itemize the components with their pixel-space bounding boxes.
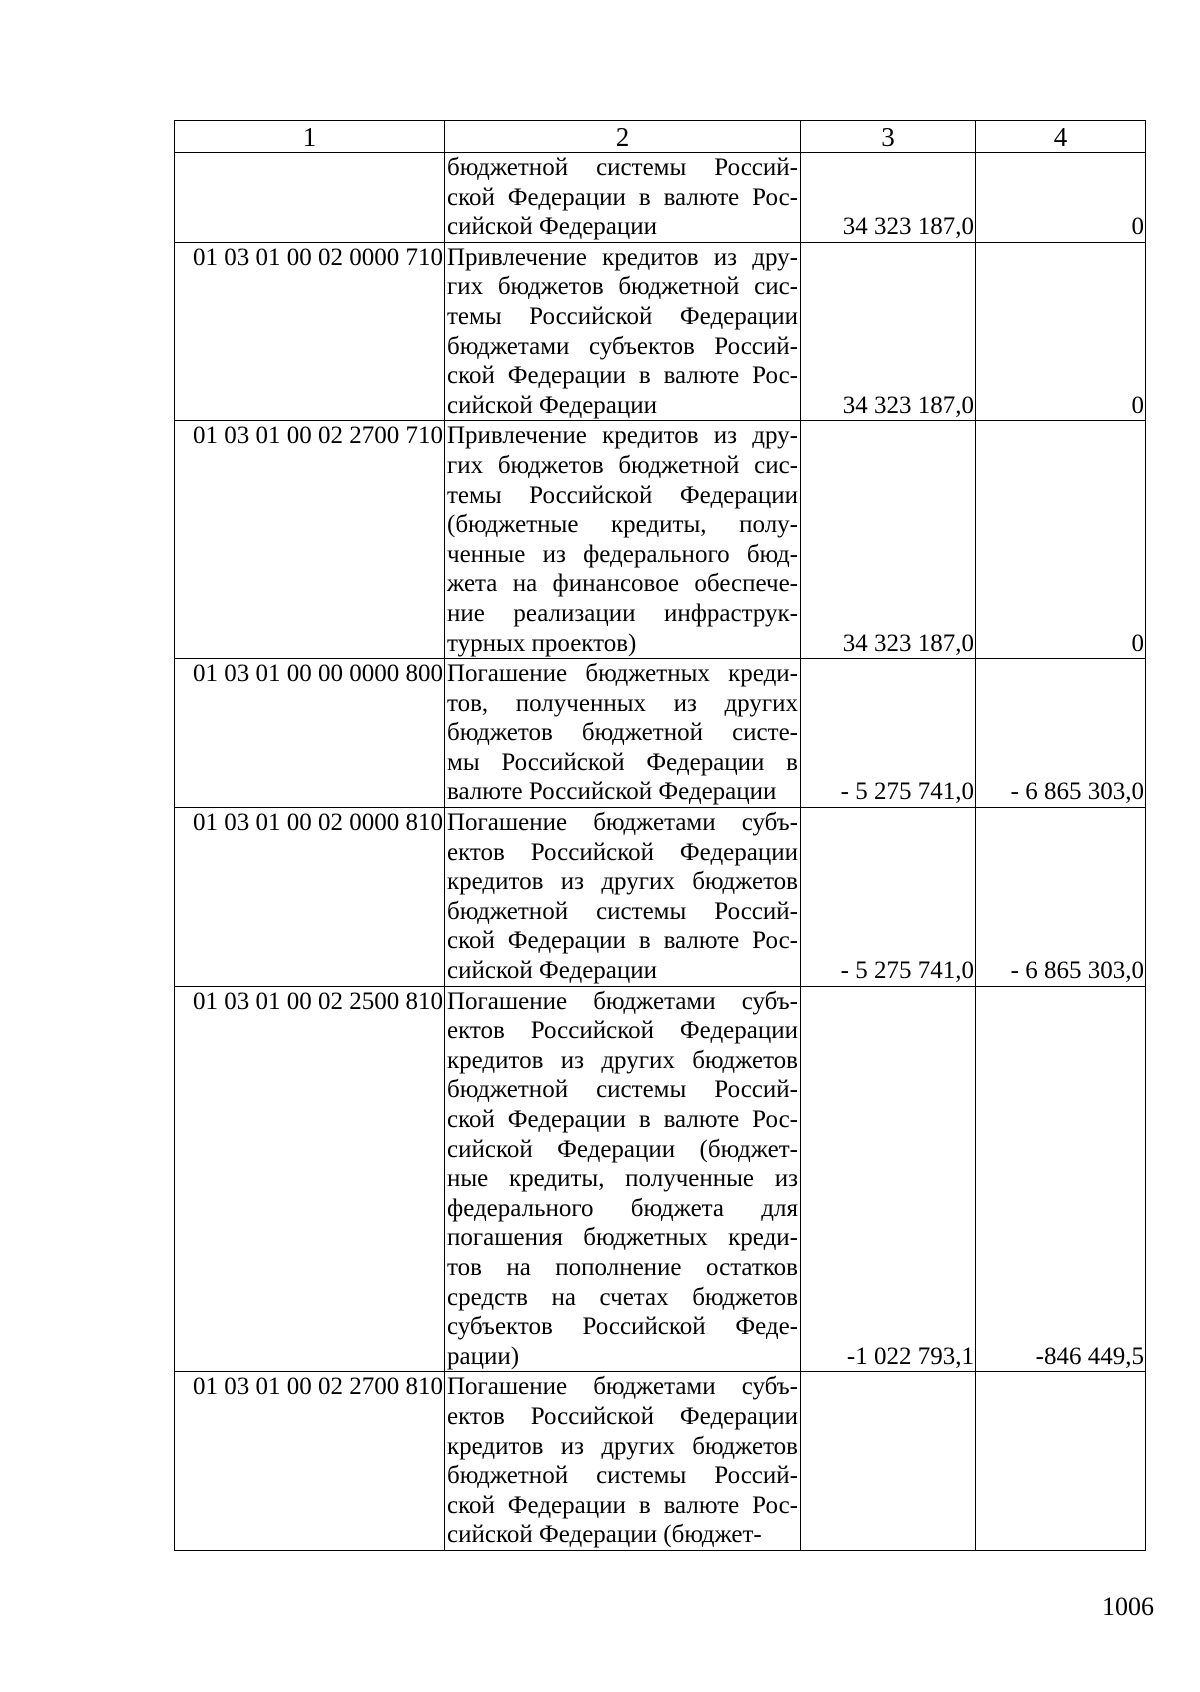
description-line: ние реализации инфраструк-	[447, 599, 798, 627]
description-line: ектов Российской Федерации	[447, 1017, 798, 1045]
budget-code-cell: 01 03 01 00 02 0000 810	[175, 808, 445, 987]
amount-value: 0	[1131, 629, 1144, 657]
description-line: ской Федерации в валюте Рос-	[447, 1491, 798, 1519]
description-line: жета на финансовое обеспече-	[447, 570, 798, 598]
amount-value: 0	[1131, 213, 1144, 241]
table-row	[175, 659, 1146, 808]
description-line: бюджетами субъектов Россий-	[447, 332, 798, 360]
description-line: ской Федерации в валюте Рос-	[447, 927, 798, 955]
description-line: бюджетной системы Россий-	[447, 154, 798, 181]
amount-cell-col3	[801, 808, 976, 987]
budget-code-cell: 01 03 01 00 02 2700 710	[175, 421, 445, 659]
description-cell	[445, 242, 801, 421]
amount-cell-col4	[976, 986, 1146, 1372]
table-row	[175, 1372, 1146, 1551]
description-line: (бюджетные кредиты, полу-	[447, 511, 798, 539]
description-line: темы Российской Федерации	[447, 302, 798, 330]
description-line: ской Федерации в валюте Рос-	[447, 362, 798, 390]
amount-cell-col4	[976, 1372, 1146, 1551]
amount-value: - 5 275 741,0	[840, 778, 974, 806]
column-header-4: 4	[976, 121, 1146, 153]
description-line: гих бюджетов бюджетной сис-	[447, 451, 798, 479]
description-line: бюджетов бюджетной систе-	[447, 719, 798, 747]
description-line: бюджетной системы Россий-	[447, 1076, 798, 1104]
description-line: турных проектов)	[447, 629, 637, 657]
description-line: ектов Российской Федерации	[447, 1402, 798, 1430]
table-row	[175, 808, 1146, 987]
description-cell	[445, 986, 801, 1372]
amount-value: 0	[1131, 391, 1144, 419]
amount-cell-col4	[976, 242, 1146, 421]
amount-value: 34 323 187,0	[842, 391, 974, 419]
page-number: 1006	[1102, 1592, 1154, 1621]
table-row	[175, 986, 1146, 1372]
amount-value: -846 449,5	[1035, 1342, 1144, 1370]
description-line: гих бюджетов бюджетной сис-	[447, 273, 798, 301]
budget-code-cell: 01 03 01 00 02 2500 810	[175, 986, 445, 1372]
description-cell	[445, 808, 801, 987]
amount-cell-col3	[801, 986, 976, 1372]
description-line: субъектов Российской Феде-	[447, 1313, 798, 1341]
description-cell	[445, 659, 801, 808]
description-line: сийской Федерации	[447, 213, 658, 241]
amount-cell-col4	[976, 421, 1146, 659]
description-line: бюджетной системы Россий-	[447, 897, 798, 925]
column-header-1: 1	[175, 121, 445, 153]
description-line: ской Федерации в валюте Рос-	[447, 1106, 798, 1133]
description-line: Привлечение кредитов из дру-	[447, 243, 798, 271]
amount-value: 34 323 187,0	[842, 213, 974, 241]
amount-cell-col3	[801, 659, 976, 808]
description-line: темы Российской Федерации	[447, 481, 798, 509]
description-line: сийской Федерации	[447, 391, 658, 419]
description-line: ные кредиты, полученные из	[447, 1165, 798, 1193]
description-line: бюджетной системы Россий-	[447, 1462, 798, 1490]
header-row	[175, 121, 1146, 153]
table-row	[175, 153, 1146, 243]
description-line: кредитов из других бюджетов	[447, 1046, 798, 1074]
description-line: ектов Российской Федерации	[447, 838, 798, 866]
amount-cell-col4	[976, 659, 1146, 808]
description-line: мы Российской Федерации в	[447, 748, 798, 776]
description-line: погашения бюджетных креди-	[447, 1224, 798, 1252]
budget-code-cell: 01 03 01 00 02 0000 710	[175, 242, 445, 421]
table-body	[175, 153, 1146, 1551]
budget-code-cell: 01 03 01 00 02 2700 810	[175, 1372, 445, 1551]
amount-cell-col4	[976, 153, 1146, 243]
amount-cell-col3	[801, 421, 976, 659]
description-cell	[445, 421, 801, 659]
budget-table	[174, 120, 1146, 1551]
amount-cell-col3	[801, 153, 976, 243]
description-line: кредитов из других бюджетов	[447, 1432, 798, 1460]
amount-value: 34 323 187,0	[842, 629, 974, 657]
budget-code-cell	[175, 153, 445, 243]
description-line: тов на пополнение остатков	[447, 1253, 798, 1281]
amount-cell-col4	[976, 808, 1146, 987]
description-line: валюте Российской Федерации	[447, 778, 777, 806]
description-line: Погашение бюджетных креди-	[447, 660, 798, 688]
amount-value: - 6 865 303,0	[1010, 957, 1144, 985]
amount-cell-col3	[801, 242, 976, 421]
description-line: Погашение бюджетами субъ-	[447, 809, 798, 837]
description-cell	[445, 1372, 801, 1551]
description-line: сийской Федерации (бюджет-	[447, 1135, 798, 1163]
description-line: тов, полученных из других	[447, 689, 798, 717]
description-line: кредитов из других бюджетов	[447, 868, 798, 896]
amount-value: - 5 275 741,0	[840, 957, 974, 985]
description-line: рации)	[447, 1342, 520, 1370]
amount-value: - 6 865 303,0	[1010, 778, 1144, 806]
table-row	[175, 421, 1146, 659]
description-line: ченные из федерального бюд-	[447, 540, 798, 568]
description-line: средств на счетах бюджетов	[447, 1283, 798, 1311]
description-line: Погашение бюджетами субъ-	[447, 987, 798, 1015]
table-row	[175, 242, 1146, 421]
budget-code-cell: 01 03 01 00 00 0000 800	[175, 659, 445, 808]
amount-cell-col3	[801, 1372, 976, 1551]
column-header-3: 3	[801, 121, 976, 153]
amount-value: -1 022 793,1	[846, 1342, 974, 1370]
description-line: федерального бюджета для	[447, 1194, 798, 1222]
description-line: Привлечение кредитов из дру-	[447, 422, 798, 450]
description-line: Погашение бюджетами субъ-	[447, 1373, 798, 1401]
column-header-2: 2	[445, 121, 801, 153]
description-line: ской Федерации в валюте Рос-	[447, 183, 798, 211]
description-line: сийской Федерации (бюджет-	[447, 1521, 762, 1549]
description-cell	[445, 153, 801, 243]
description-line: сийской Федерации	[447, 957, 658, 985]
